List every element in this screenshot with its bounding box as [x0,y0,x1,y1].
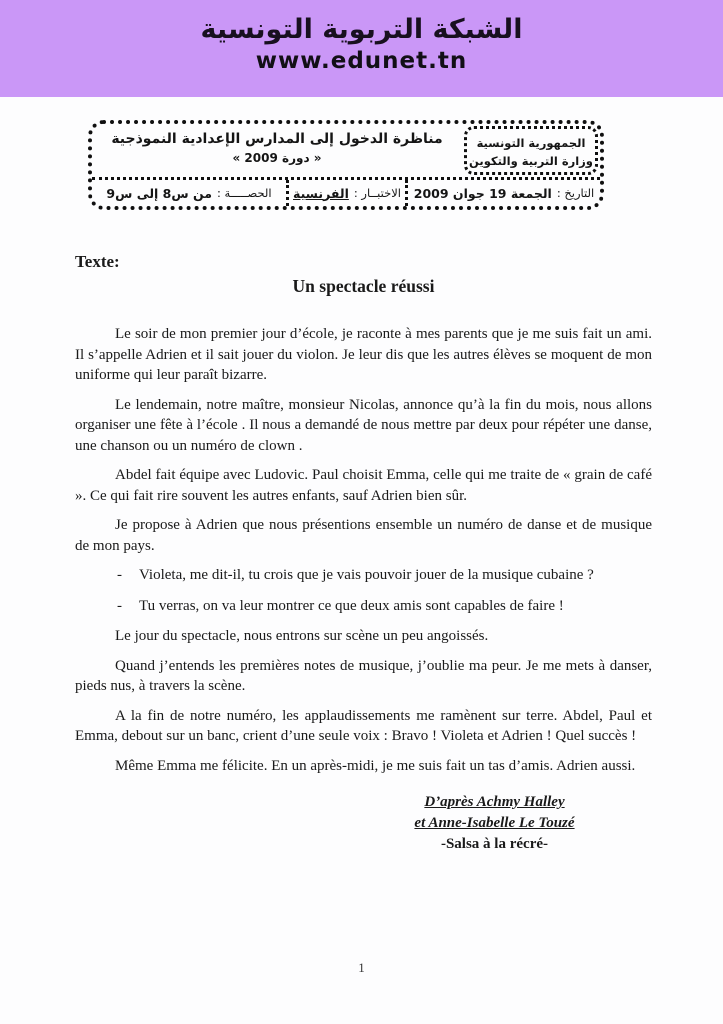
document-title: Un spectacle réussi [292,276,435,296]
paragraph-6: Quand j’entends les premières notes de musique, j’oublie ma peur. Je me mets à danser, pieds nus, à travers la scène. [75,657,652,694]
dialogue-line-2 [117,596,652,617]
paragraph-3: Abdel fait équipe avec Ludovic. Paul choisit Emma, celle qui me traite de « grain de café ». Ce qui fait rire souvent les autres enfants, sauf Adrien bien sûr. [75,467,652,504]
subject-label: الاختبــار : [353,186,401,200]
attribution-author-2: et Anne-Isabelle Le Touzé [414,815,575,831]
exam-header-top-row [92,124,600,177]
site-title-arabic: الشبكة التربوية التونسية [200,14,523,45]
dialogue-text-2: Tu verras, on va leur montrer ce que deux amis sont capables de faire ! [139,597,564,614]
site-url: www.edunet.tn [255,47,468,74]
texte-label: Texte: [75,252,120,271]
subject-cell [286,180,408,206]
time-cell [92,180,286,206]
republic-line: الجمهورية التونسية [476,136,586,150]
exam-title-cell [92,124,462,177]
date-label: التاريخ : [556,186,595,200]
dialogue-dash: - [117,597,122,614]
time-label: الحصـــــة : [216,186,272,200]
document-body [75,276,652,855]
time-value: من س8 إلى س9 [106,185,212,201]
site-banner [0,0,723,97]
paragraph-1: Le soir de mon premier jour d’école, je raconte à mes parents que je me suis fait un ami. Il s’appelle Adrien et il sait jouer du violon. Je leur dis que les autres élèves se moquent de mon uniforme qui leur paraît bizarre. [75,326,652,383]
subject-value: الفرنسية [293,185,349,201]
paragraph-2: Le lendemain, notre maître, monsieur Nicolas, annonce qu’à la fin du mois, nous allons organiser une fête à l’école . Il nous a demandé de nous mettre par deux pour répéter une danse, une chanson ou un numéro de clown . [75,396,652,454]
attribution-author-1: D’après Achmy Halley [424,794,565,810]
page-number: 1 [358,960,365,975]
paragraph-7: A la fin de notre numéro, les applaudissements me ramènent sur terre. Abdel, Paul et Emma, debout sur un banc, crient d’une seule voix : Bravo ! Violeta et Adrien ! Quel succès ! [75,707,652,744]
date-value: الجمعة 19 جوان 2009 [413,185,552,201]
exam-title: مناظرة الدخول إلى المدارس الإعدادية النموذجية [111,131,443,147]
date-cell [408,180,600,206]
exam-header-box [88,120,604,210]
paragraph-5: Le jour du spectacle, nous entrons sur scène un peu angoissés. [115,628,489,644]
dialogue-text-1: Violeta, me dit-il, tu crois que je vais pouvoir jouer de la musique cubaine ? [139,567,594,583]
dialogue-line-1 [117,565,652,586]
attribution [397,792,592,855]
ministry-box [464,126,598,175]
paragraph-8: Même Emma me félicite. En un après-midi, je me suis fait un tas d’amis. Adrien aussi. [115,757,636,774]
exam-session: « دورة 2009 » [232,151,322,165]
paragraph-4: Je propose à Adrien que nous présentions ensemble un numéro de danse et de musique de mon pays. [75,517,652,554]
exam-header-info-row [92,177,600,206]
attribution-work-title: -Salsa à la récré- [440,836,549,852]
dialogue-dash: - [117,567,122,583]
ministry-line: وزارة التربية والتكوين [469,154,593,169]
